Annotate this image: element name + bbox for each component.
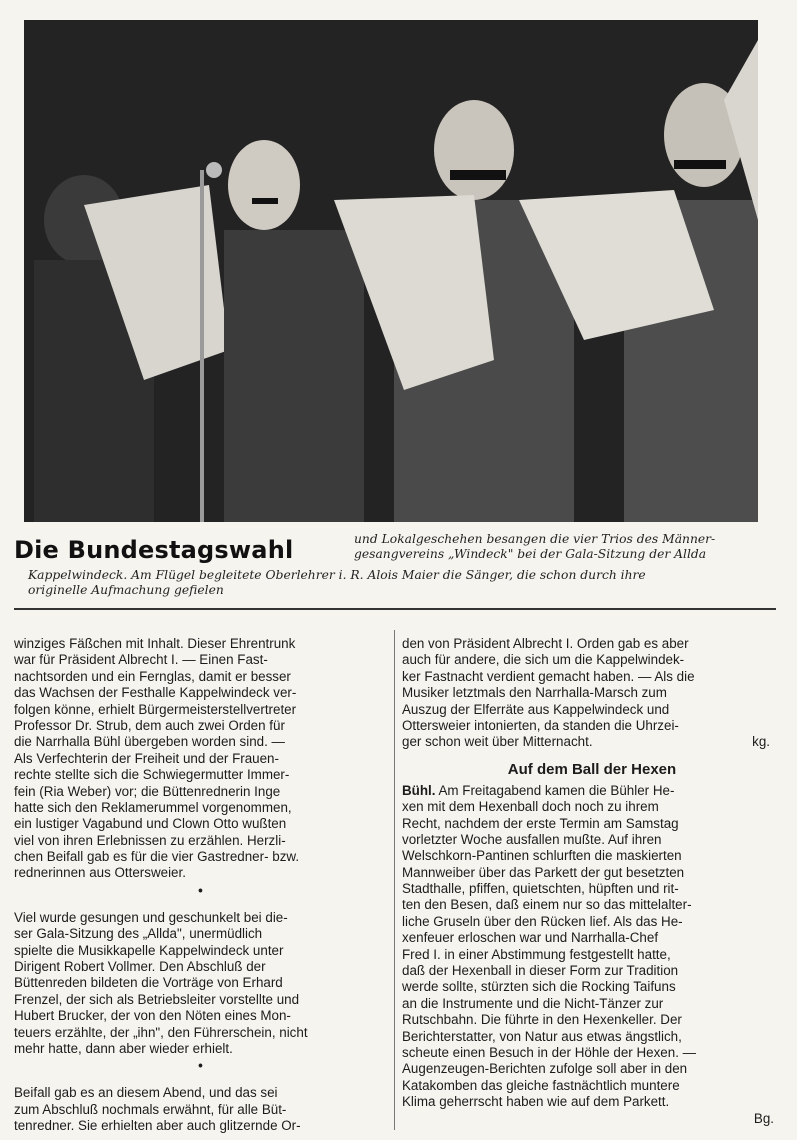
text-line: an die Instrumente und die Nicht-Tänzer zur [402, 995, 664, 1011]
text-line: werde sollte, stürzten sich die Rocking Taifuns [402, 979, 676, 995]
text-line: tenredner. Sie erhielten aber auch glitzernde Or- [14, 1118, 301, 1134]
text-line: xenfeuer erloschen war und Narrhalla-Chef [402, 930, 659, 946]
text-line: auch für andere, die sich um die Kappelwindek- [402, 652, 685, 668]
text-line [402, 783, 782, 799]
text-line: xen mit dem Hexenball doch noch zu ihrem [402, 799, 659, 815]
text-line: Frenzel, der sich als Betriebsleiter vorstellte und [14, 991, 300, 1007]
text-line: winziges Fäßchen mit Inhalt. Dieser Ehrentrunk [14, 636, 296, 651]
caption-line: Kappelwindeck. Am Flügel begleitete Oberlehrer i. R. Alois Maier die Sänger, die schon durch ihre [28, 568, 646, 582]
text-line: chen Beifall gab es für die vier Gastredner- bzw. [14, 849, 300, 865]
text-line: die Narrhalla Bühl übergeben worden sind. — [14, 734, 285, 750]
text-line: nachtsorden und ein Fernglas, damit er besser [14, 668, 291, 684]
text-line: fein (Ria Weber) vor; die Büttenrednerin Inge [14, 783, 281, 799]
text-line: daß der Hexenball in dieser Form zur Tradition [402, 963, 679, 979]
text-line: Auszug der Elferräte aus Kappelwindeck und [402, 701, 670, 717]
article-subheading: Auf dem Ball der Hexen [507, 760, 677, 778]
caption-headline: Die Bundestagswahl [14, 536, 294, 564]
text-line: ser Gala-Sitzung des „Allda", unermüdlich [14, 926, 263, 942]
caption-line: originelle Aufmachung gefielen [28, 583, 224, 597]
text-line: Katakomben das gleiche fastnächtlich muntere [402, 1077, 680, 1093]
caption-line: gesangvereins „Windeck" bei der Gala-Sitzung der Allda [354, 547, 707, 561]
text-line: Professor Dr. Strub, dem auch zwei Orden für [14, 717, 285, 733]
text-line: Recht, nachdem der erste Termin am Samstag [402, 815, 679, 831]
text-line: Klima geherrscht haben wie auf dem Parkett. [402, 1094, 670, 1110]
photo [24, 20, 758, 522]
dateline: Bühl. [402, 782, 436, 798]
text-line: Beifall gab es an diesem Abend, und das sei [14, 1085, 278, 1101]
text-line: folgen könne, erhielt Bürgermeisterstellvertreter [14, 701, 297, 717]
text-line: ten den Besen, daß einem nur so das mittelalter- [402, 897, 692, 913]
section-bullet: • [198, 882, 203, 898]
text-line: teuers erzählte, der „ihn", den Führerschein, nicht [14, 1024, 308, 1040]
text-line: Viel wurde gesungen und geschunkelt bei die- [14, 909, 288, 925]
right-column [402, 636, 782, 1127]
text-line: Hubert Brucker, der von den Nöten eines Mon- [14, 1008, 291, 1024]
text-line: Welschkorn-Pantinen schlurften die maskierten [402, 848, 682, 864]
author-signature: Bg. [753, 1110, 774, 1126]
text-line: ker Fastnacht verdient gemacht haben. — Als die [402, 668, 695, 684]
text-line: liche Gruseln über den Rücken lief. Als das He- [402, 913, 683, 929]
text-line: zum Abschluß nochmals erwähnt, für alle Büt- [14, 1101, 287, 1117]
text-line: rednerinnen aus Ottersweier. [14, 865, 186, 881]
text-line: war für Präsident Albrecht I. — Einen Fast- [14, 652, 268, 668]
text-line: Rutschbahn. Die führte in den Hexenkeller. Der [402, 1012, 682, 1028]
text-line: Büttenreden bildeten die Vorträge von Erhard [14, 975, 283, 991]
divider-rule [14, 608, 776, 610]
left-column [14, 636, 387, 1135]
text-line: den von Präsident Albrecht I. Orden gab es aber [402, 636, 689, 651]
photo-trio-singers-icon [24, 20, 758, 522]
text-line [402, 734, 782, 750]
text-line: Fred I. in einer Abstimmung festgestellt hatte, [402, 946, 671, 962]
text-line: mehr hatte, dann aber wieder erhielt. [14, 1040, 233, 1056]
text-line: Augenzeugen-Berichten zufolge soll aber in den [402, 1061, 688, 1077]
column-divider [394, 630, 395, 1130]
text-line: rechte stellte sich die Schwiegermutter Immer- [14, 767, 290, 783]
section-bullet: • [198, 1058, 203, 1074]
author-signature: kg. [752, 734, 770, 750]
text-line-end: ger schon weit über Mitternacht. [402, 734, 593, 750]
caption-line: und Lokalgeschehen besangen die vier Trios des Männer- [354, 532, 716, 546]
text-line: Ottersweier intonierten, da standen die Uhrzei- [402, 717, 679, 733]
text-line-rest: Am Freitagabend kamen die Bühler He- [438, 782, 675, 798]
text-line: scheute einen Besuch in der Höhle der Hexen. — [402, 1044, 697, 1060]
text-line: Dirigent Robert Vollmer. Den Abschluß der [14, 959, 266, 975]
text-line: spielte die Musikkapelle Kappelwindeck unter [14, 942, 284, 958]
text-line: viel von ihren Erlebnissen zu erzählen. Herzli- [14, 832, 286, 848]
text-line: Stadthalle, pfiffen, quietschten, hüpften und rit- [402, 881, 679, 897]
text-line: Als Verfechterin der Freiheit und der Frauen- [14, 750, 279, 766]
text-line: hatte sich den Reklamerummel vorgenommen, [14, 799, 292, 815]
text-line: Mannweiber über das Parkett der gut besetzten [402, 864, 685, 880]
text-line: Musiker letztmals den Narrhalla-Marsch zum [402, 685, 667, 701]
text-line: vorletzter Woche ausfallen mußte. Auf ihren [402, 831, 662, 847]
text-line: Berichterstatter, von Natur aus etwas ängstlich, [402, 1028, 682, 1044]
text-line: das Wachsen der Festhalle Kappelwindeck ver- [14, 685, 297, 701]
text-line: ein lustiger Vagabund und Clown Otto wußten [14, 816, 287, 832]
